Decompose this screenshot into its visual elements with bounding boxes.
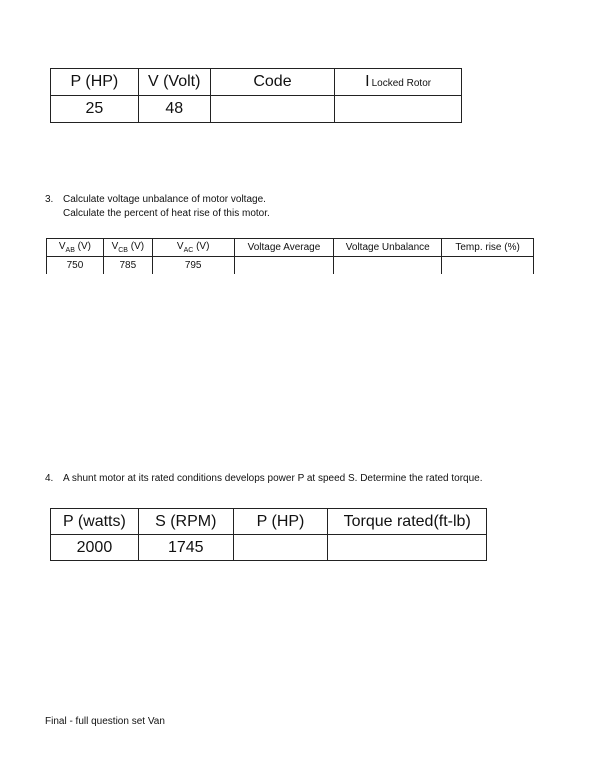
cell-temp-rise <box>442 257 534 275</box>
cell-v-volt: 48 <box>138 96 210 123</box>
header-vab <box>47 239 104 257</box>
header-p-hp: P (HP) <box>51 69 139 96</box>
header-i-locked-rotor <box>335 69 462 96</box>
header-vab-unit: (V) <box>74 241 91 252</box>
voltage-unbalance-table <box>46 238 534 274</box>
question-3-line2: Calculate the percent of heat rise of this motor. <box>63 208 270 219</box>
header-v-volt: V (Volt) <box>138 69 210 96</box>
header-p-watts: P (watts) <box>51 509 139 535</box>
cell-i-locked-rotor <box>335 96 462 123</box>
shunt-motor-table <box>50 508 487 561</box>
header-vab-main: V <box>58 241 66 252</box>
header-p-hp: P (HP) <box>233 509 328 535</box>
page-footer: Final - full question set Van <box>45 716 165 727</box>
table-header-row <box>47 239 534 257</box>
question-4-text: A shunt motor at its rated conditions develops power P at speed S. Determine the rated torque. <box>63 473 483 484</box>
table-row <box>51 96 462 123</box>
cell-voltage-unbalance <box>334 257 442 275</box>
header-voltage-average: Voltage Average <box>234 239 334 257</box>
cell-p-hp: 25 <box>51 96 139 123</box>
header-vcb-main: V <box>111 241 119 252</box>
header-i-symbol: I <box>365 73 370 90</box>
header-temp-rise: Temp. rise (%) <box>442 239 534 257</box>
cell-p-watts: 2000 <box>51 535 139 561</box>
header-vab-sub: AB <box>65 247 75 254</box>
header-code: Code <box>210 69 335 96</box>
question-3 <box>45 193 270 221</box>
cell-code <box>210 96 335 123</box>
header-vac <box>152 239 234 257</box>
cell-s-rpm: 1745 <box>138 535 233 561</box>
header-vcb-unit: (V) <box>127 241 145 252</box>
table-row <box>47 257 534 275</box>
cell-vac: 795 <box>152 257 234 275</box>
motor-data-table <box>50 68 462 123</box>
header-locked-rotor-sub: Locked Rotor <box>371 78 432 89</box>
question-3-line1: Calculate voltage unbalance of motor voltage. <box>63 194 266 205</box>
header-voltage-unbalance: Voltage Unbalance <box>334 239 442 257</box>
table-row <box>51 535 487 561</box>
header-vcb-sub: CB <box>118 247 128 254</box>
header-vac-main: V <box>176 241 184 252</box>
header-vcb <box>103 239 152 257</box>
cell-vab: 750 <box>47 257 104 275</box>
cell-p-hp <box>233 535 328 561</box>
header-vac-unit: (V) <box>193 241 210 252</box>
header-torque-rated: Torque rated(ft-lb) <box>328 509 487 535</box>
question-4 <box>45 472 483 486</box>
cell-vcb: 785 <box>103 257 152 275</box>
header-vac-sub: AC <box>183 247 194 254</box>
question-4-number: 4. <box>45 473 54 484</box>
question-3-number: 3. <box>45 194 54 205</box>
cell-torque-rated <box>328 535 487 561</box>
cell-voltage-average <box>234 257 334 275</box>
table-header-row <box>51 509 487 535</box>
table-header-row <box>51 69 462 96</box>
header-s-rpm: S (RPM) <box>138 509 233 535</box>
